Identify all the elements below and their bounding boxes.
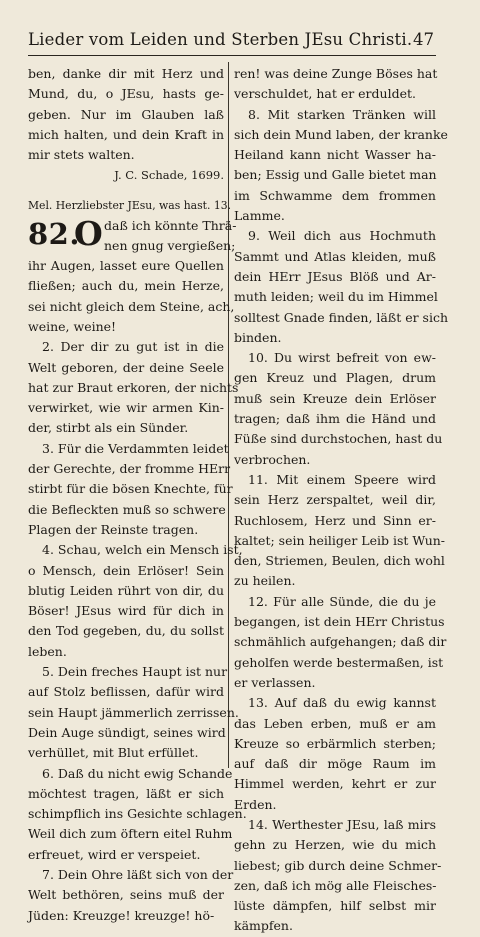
running-header: Lieder vom Leiden und Sterben JEsu Christi. [28, 30, 413, 49]
text-line: begangen, ist dein HErr Christus [234, 614, 445, 630]
text-line: der Gerechte, der fromme HErr [28, 461, 231, 477]
text-line: 7. Dein Ohre läßt sich von der [42, 866, 234, 882]
text-line: zu heilen. [234, 573, 296, 589]
text-line: leben. [28, 643, 67, 659]
text-line: geben. Nur im Glauben laß [28, 106, 224, 122]
text-line: ben, danke dir mit Herz und [28, 66, 224, 81]
text-line: 2. Der dir zu gut ist in die [42, 339, 224, 355]
text-line: sich dein Mund laben, der kranke [234, 126, 448, 142]
text-line: sei nicht gleich dem Steine, ach, [28, 298, 235, 314]
text-line: Himmel werden, kehrt er zur [234, 776, 436, 792]
text-line: o Mensch, dein Erlöser! Sein [28, 562, 224, 578]
text-line: Mund, du, o JEsu, hasts ge- [28, 86, 224, 102]
text-line: Jüden: Kreuzge! kreuzge! hö- [28, 907, 215, 923]
text-line: binden. [234, 329, 282, 345]
text-line: 13. Auf daß du ewig kannst [248, 695, 436, 711]
header-rule [28, 55, 436, 56]
text-line: gen Kreuz und Plagen, drum [234, 370, 436, 386]
text-line: dein HErr JEsus Blöß und Ar- [234, 268, 436, 284]
text-line: tragen; daß ihm die Händ und [234, 411, 436, 427]
text-line: 3. Für die Verdammten leidet [42, 440, 229, 456]
text-line: Sammt und Atlas kleiden, muß [234, 248, 436, 264]
text-line: Heiland kann nicht Wasser ha- [234, 147, 436, 163]
author-signature: J. C. Schade, 1699. [114, 168, 224, 183]
text-line: mir stets walten. [28, 147, 135, 163]
text-line: muß sein Kreuze dein Erlöser [234, 390, 436, 406]
text-line: Plagen der Reinste tragen. [28, 521, 199, 537]
text-line: das Leben erben, muß er am [234, 715, 436, 731]
text-line: Weil dich zum öftern eitel Ruhm [28, 826, 233, 842]
hymn-head-line: daß ich könnte Thrä- [104, 218, 237, 234]
text-line: ren! was deine Zunge Böses hat [234, 66, 438, 81]
text-line: zen, daß ich mög alle Fleisches- [234, 877, 437, 893]
text-line: verwirket, wie wir armen Kin- [28, 400, 224, 416]
text-line: verschuldet, hat er erduldet. [234, 86, 416, 102]
text-line: den, Striemen, Beulen, dich wohl [234, 553, 445, 569]
text-line: 8. Mit starken Tränken will [248, 106, 436, 122]
text-line: Kreuze so erbärmlich sterben; [234, 735, 436, 751]
text-line: 10. Du wirst befreit von ew- [248, 350, 436, 366]
hymn-82-continuation [234, 64, 449, 937]
text-line: weine, weine! [28, 318, 117, 334]
text-line: Böser! JEsus wird für dich in [28, 603, 224, 619]
text-line: 4. Schau, welch ein Mensch ist, [42, 542, 243, 558]
hymn-heading [28, 214, 237, 256]
text-line: 6. Daß du nicht ewig Schande [42, 765, 233, 781]
text-line: stirbt für die bösen Knechte, für [28, 481, 233, 497]
text-line: kämpfen. [234, 918, 293, 934]
text-line: solltest Gnade finden, läßt er sich [234, 309, 449, 325]
text-line: auf Stolz beflissen, dafür wird [28, 684, 224, 700]
text-line: gehn zu Herzen, wie du mich [234, 837, 436, 853]
text-line: möchtest tragen, läßt er sich [28, 785, 224, 801]
text-line: sein Haupt jämmerlich zerrissen. [28, 704, 239, 720]
text-line: lüste dämpfen, hilf selbst mir [234, 898, 436, 914]
text-line: er verlassen. [234, 674, 316, 690]
text-line: 5. Dein freches Haupt ist nur [42, 664, 228, 680]
text-line: Lamme. [234, 208, 285, 224]
text-line: schmählich aufgehangen; daß dir [234, 634, 447, 650]
text-line: den Tod gegeben, du, du sollst [28, 623, 224, 639]
drop-initial: O [74, 214, 103, 254]
text-line: mich halten, und dein Kraft in [28, 126, 224, 142]
left-column [28, 64, 247, 926]
text-line: hat zur Braut erkoren, der nichts [28, 379, 239, 395]
text-line: der, stirbt als ein Sünder. [28, 420, 189, 436]
text-line: schimpflich ins Gesichte schlagen. [28, 806, 247, 822]
column-divider [228, 62, 229, 768]
text-line: 11. Mit einem Speere wird [248, 471, 436, 487]
text-line: ihr Augen, lasset eure Quellen [28, 258, 224, 274]
text-line: Füße sind durchstochen, hast du [234, 431, 443, 447]
text-line: Welt bethören, seins muß der [28, 887, 224, 903]
text-line: 9. Weil dich aus Hochmuth [248, 228, 436, 244]
text-line: 14. Werthester JEsu, laß mirs [248, 816, 436, 832]
right-column [234, 64, 449, 937]
page-number: 47 [413, 30, 434, 49]
text-line: die Befleckten muß so schwere [28, 501, 226, 517]
text-line: muth leiden; weil du im Himmel [234, 289, 438, 305]
text-line: verbrochen. [234, 451, 311, 467]
text-line: kaltet; sein heiliger Leib ist Wun- [234, 532, 446, 548]
text-line: liebest; gib durch deine Schmer- [234, 857, 442, 873]
text-line: sein Herz zerspaltet, weil dir, [234, 492, 436, 508]
text-line: Welt geboren, der deine Seele [28, 359, 224, 375]
previous-hymn-ending [28, 64, 224, 165]
text-line: Dein Auge sündigt, seines wird [28, 724, 226, 740]
text-line: ben; Essig und Galle bietet man [234, 167, 437, 183]
hymn-number: 82. [28, 217, 80, 252]
text-line: fließen; auch du, mein Herze, [28, 278, 224, 294]
text-line: Ruchlosem, Herz und Sinn er- [234, 512, 436, 528]
hymn-head-line: nen gnug vergießen; [104, 238, 236, 254]
text-line: geholfen werde bestermaßen, ist [234, 654, 444, 670]
text-line: erfreuet, wird er verspeiet. [28, 846, 201, 862]
text-line: 12. Für alle Sünde, die du je [248, 593, 436, 609]
text-line: blutig Leiden rührt von dir, du [28, 582, 224, 598]
text-line: im Schwamme dem frommen [234, 187, 436, 203]
hymn-82-text [28, 256, 247, 926]
text-line: verhüllet, mit Blut erfüllet. [28, 745, 199, 761]
text-line: Erden. [234, 796, 277, 812]
melody-line: Mel. Herzliebster JEsu, was hast. 13. [28, 198, 232, 212]
text-line: auf daß dir möge Raum im [234, 756, 436, 772]
